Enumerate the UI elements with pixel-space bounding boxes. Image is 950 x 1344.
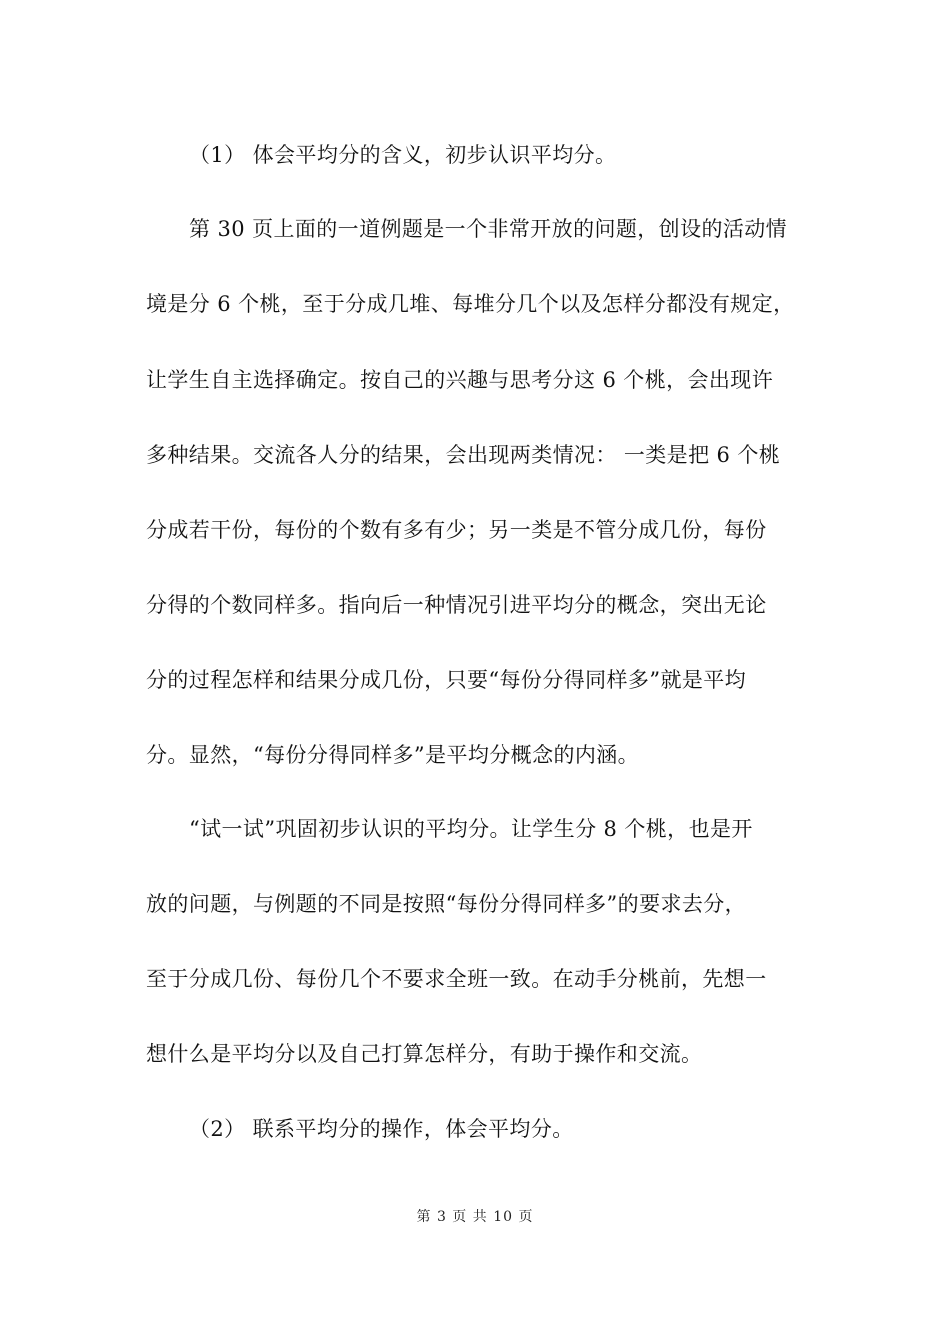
paragraph-line: 让学生自主选择确定。按自己的兴趣与思考分这 6 个桃，会出现许 [146,368,774,392]
paragraph-line: 境是分 6 个桃，至于分成几堆、每堆分几个以及怎样分都没有规定， [146,292,795,316]
section-heading-1: （1） 体会平均分的含义，初步认识平均分。 [189,143,617,167]
paragraph-line: 至于分成几份、每份几个不要求全班一致。在动手分桃前，先想一 [146,967,767,991]
paragraph-line: 想什么是平均分以及自己打算怎样分，有助于操作和交流。 [146,1042,703,1066]
paragraph-line: 第 30 页上面的一道例题是一个非常开放的问题，创设的活动情 [189,217,788,241]
paragraph-line: 分得的个数同样多。指向后一种情况引进平均分的概念，突出无论 [146,593,767,617]
paragraph-line: 放的问题，与例题的不同是按照“每份分得同样多”的要求去分， [146,892,747,916]
paragraph-line: 多种结果。交流各人分的结果，会出现两类情况： 一类是把 6 个桃 [146,443,781,467]
page-number-footer: 第 3 页 共 10 页 [416,1209,534,1225]
paragraph-line: 分的过程怎样和结果分成几份，只要“每份分得同样多”就是平均 [146,668,747,692]
paragraph-line: 分成若干份，每份的个数有多有少；另一类是不管分成几份，每份 [146,518,767,542]
section-heading-2: （2） 联系平均分的操作，体会平均分。 [189,1117,574,1141]
paragraph-line: 分。显然，“每份分得同样多”是平均分概念的内涵。 [146,743,640,767]
paragraph-line: “试一试”巩固初步认识的平均分。让学生分 8 个桃，也是开 [189,817,753,841]
